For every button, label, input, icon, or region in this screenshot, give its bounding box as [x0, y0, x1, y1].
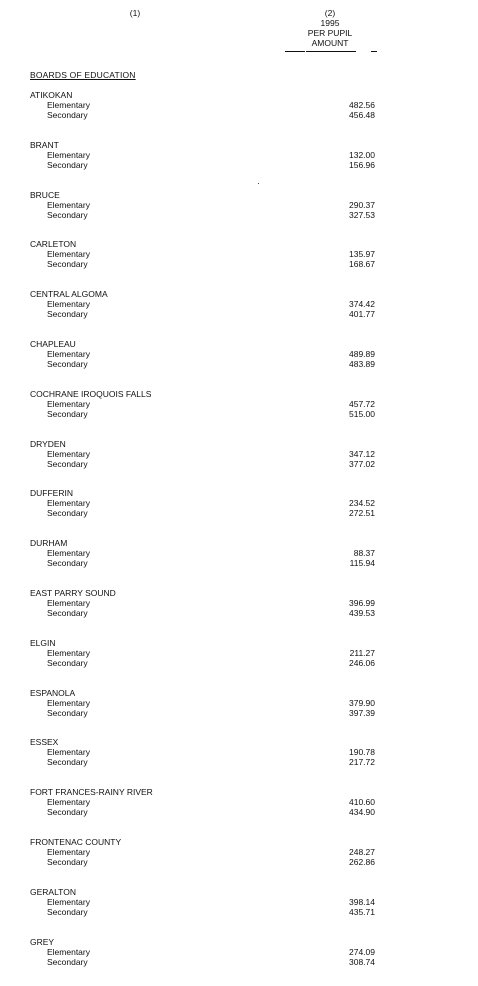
board-name: EAST PARRY SOUND: [30, 587, 116, 598]
board-name: CENTRAL ALGOMA: [30, 289, 108, 300]
board-block: [30, 538, 390, 568]
per-pupil-amount: 410.60: [349, 797, 375, 808]
level-label: Elementary: [47, 697, 90, 708]
board-block: [30, 688, 390, 718]
amount-row: [30, 847, 390, 857]
amount-row: [30, 498, 390, 508]
column-2-header: [290, 8, 370, 48]
level-label: Elementary: [47, 548, 90, 559]
level-label: Secondary: [47, 209, 88, 220]
level-label: Secondary: [47, 508, 88, 519]
amount-row: [30, 259, 390, 269]
level-label: Secondary: [47, 906, 88, 917]
per-pupil-amount: 132.00: [349, 149, 375, 160]
level-label: Elementary: [47, 896, 90, 907]
board-block: [30, 439, 390, 469]
per-pupil-amount: 434.90: [349, 807, 375, 818]
column-2-per-pupil: PER PUPIL: [307, 28, 353, 38]
per-pupil-amount: 374.42: [349, 299, 375, 310]
level-label: Secondary: [47, 358, 88, 369]
per-pupil-amount: 248.27: [349, 846, 375, 857]
level-label: Secondary: [47, 956, 88, 967]
board-name: BRUCE: [30, 189, 60, 200]
level-label: Elementary: [47, 797, 90, 808]
board-block: [30, 937, 390, 967]
per-pupil-amount: 135.97: [349, 249, 375, 260]
level-label: Elementary: [47, 498, 90, 509]
per-pupil-amount: 435.71: [349, 906, 375, 917]
amount-row: [30, 797, 390, 807]
section-title: BOARDS OF EDUCATION: [30, 70, 136, 80]
amount-row: [30, 210, 390, 220]
board-block: [30, 90, 390, 120]
column-2-underline-right: [371, 51, 377, 52]
amount-row: [30, 309, 390, 319]
amount-row: [30, 807, 390, 817]
board-block: [30, 389, 390, 419]
per-pupil-amount: 234.52: [349, 498, 375, 509]
amount-row: [30, 459, 390, 469]
level-label: Elementary: [47, 597, 90, 608]
amount-row: [30, 598, 390, 608]
amount-row: [30, 508, 390, 518]
per-pupil-amount: 377.02: [349, 458, 375, 469]
level-label: Secondary: [47, 458, 88, 469]
per-pupil-amount: 327.53: [349, 209, 375, 220]
column-2-underline-main: [306, 51, 356, 52]
level-label: Secondary: [47, 558, 88, 569]
level-label: Elementary: [47, 398, 90, 409]
amount-row: [30, 409, 390, 419]
per-pupil-amount: 489.89: [349, 348, 375, 359]
level-label: Elementary: [47, 348, 90, 359]
per-pupil-amount: 115.94: [349, 558, 375, 569]
amount-row: [30, 359, 390, 369]
column-2-underline-left: [285, 51, 305, 52]
per-pupil-amount: 379.90: [349, 697, 375, 708]
column-1-header: (1): [129, 8, 141, 18]
board-name: ATIKOKAN: [30, 90, 73, 100]
per-pupil-amount: 483.89: [349, 358, 375, 369]
amount-row: [30, 608, 390, 618]
level-label: Secondary: [47, 110, 88, 120]
board-block: [30, 289, 390, 319]
per-pupil-amount: 217.72: [349, 757, 375, 768]
board-name: COCHRANE IROQUOIS FALLS: [30, 388, 152, 399]
per-pupil-amount: 401.77: [349, 309, 375, 320]
amount-row: [30, 249, 390, 259]
board-block: [30, 638, 390, 668]
amount-row: [30, 897, 390, 907]
level-label: Secondary: [47, 757, 88, 768]
level-label: Elementary: [47, 100, 90, 110]
per-pupil-amount: 515.00: [349, 408, 375, 419]
board-name: DRYDEN: [30, 438, 66, 449]
per-pupil-amount: 262.86: [349, 856, 375, 867]
column-2-number: (2): [324, 8, 336, 18]
amount-row: [30, 100, 390, 110]
level-label: Elementary: [47, 249, 90, 260]
amount-row: [30, 698, 390, 708]
per-pupil-amount: 272.51: [349, 508, 375, 519]
board-name: DURHAM: [30, 538, 68, 549]
level-label: Secondary: [47, 408, 88, 419]
per-pupil-amount: 482.56: [349, 100, 375, 110]
per-pupil-amount: 274.09: [349, 946, 375, 957]
amount-row: [30, 708, 390, 718]
level-label: Secondary: [47, 856, 88, 867]
per-pupil-amount: 190.78: [349, 747, 375, 758]
level-label: Secondary: [47, 657, 88, 668]
board-name: GREY: [30, 936, 55, 947]
amount-row: [30, 648, 390, 658]
per-pupil-amount: 457.72: [349, 398, 375, 409]
amount-row: [30, 200, 390, 210]
board-name: BRANT: [30, 139, 59, 150]
board-name: ESSEX: [30, 737, 59, 748]
per-pupil-amount: 168.67: [349, 259, 375, 270]
board-block: [30, 887, 390, 917]
per-pupil-amount: 347.12: [349, 448, 375, 459]
board-name: FRONTENAC COUNTY: [30, 836, 122, 847]
level-label: Elementary: [47, 747, 90, 758]
board-block: [30, 339, 390, 369]
amount-row: [30, 957, 390, 967]
boards-list: [30, 90, 390, 986]
board-name: FORT FRANCES-RAINY RIVER: [30, 787, 153, 798]
level-label: Elementary: [47, 448, 90, 459]
amount-row: [30, 857, 390, 867]
level-label: Elementary: [47, 299, 90, 310]
level-label: Elementary: [47, 647, 90, 658]
per-pupil-amount: 397.39: [349, 707, 375, 718]
column-2-amount: AMOUNT: [311, 38, 349, 48]
level-label: Elementary: [47, 946, 90, 957]
amount-row: [30, 548, 390, 558]
column-2-year: 1995: [320, 18, 340, 28]
amount-row: [30, 150, 390, 160]
per-pupil-amount: 439.53: [349, 607, 375, 618]
board-name: GERALTON: [30, 886, 76, 897]
level-label: Secondary: [47, 309, 88, 320]
level-label: Secondary: [47, 707, 88, 718]
amount-row: [30, 299, 390, 309]
board-name: DUFFERIN: [30, 488, 73, 499]
level-label: Elementary: [47, 199, 90, 210]
per-pupil-amount: 156.96: [349, 159, 375, 170]
level-label: Secondary: [47, 807, 88, 818]
per-pupil-amount: 308.74: [349, 956, 375, 967]
scan-speck: [258, 183, 259, 184]
per-pupil-amount: 211.27: [349, 647, 375, 658]
board-block: [30, 190, 390, 220]
amount-row: [30, 947, 390, 957]
per-pupil-amount: 398.14: [349, 896, 375, 907]
board-name: ESPANOLA: [30, 687, 76, 698]
level-label: Secondary: [47, 159, 88, 170]
per-pupil-amount: 88.37: [353, 548, 375, 559]
amount-row: [30, 449, 390, 459]
amount-row: [30, 747, 390, 757]
board-name: ELGIN: [30, 637, 56, 648]
per-pupil-amount: 456.48: [349, 110, 375, 120]
board-block: [30, 239, 390, 269]
amount-row: [30, 399, 390, 409]
per-pupil-amount: 396.99: [349, 597, 375, 608]
level-label: Secondary: [47, 607, 88, 618]
level-label: Secondary: [47, 259, 88, 270]
amount-row: [30, 757, 390, 767]
board-block: [30, 488, 390, 518]
amount-row: [30, 349, 390, 359]
level-label: Elementary: [47, 149, 90, 160]
per-pupil-amount: 290.37: [349, 199, 375, 210]
board-block: [30, 140, 390, 170]
amount-row: [30, 160, 390, 170]
amount-row: [30, 110, 390, 120]
level-label: Elementary: [47, 846, 90, 857]
per-pupil-amount: 246.06: [349, 657, 375, 668]
amount-row: [30, 907, 390, 917]
board-block: [30, 787, 390, 817]
amount-row: [30, 558, 390, 568]
amount-row: [30, 658, 390, 668]
board-block: [30, 737, 390, 767]
board-name: CARLETON: [30, 239, 77, 250]
board-block: [30, 837, 390, 867]
board-block: [30, 588, 390, 618]
board-name: CHAPLEAU: [30, 338, 76, 349]
